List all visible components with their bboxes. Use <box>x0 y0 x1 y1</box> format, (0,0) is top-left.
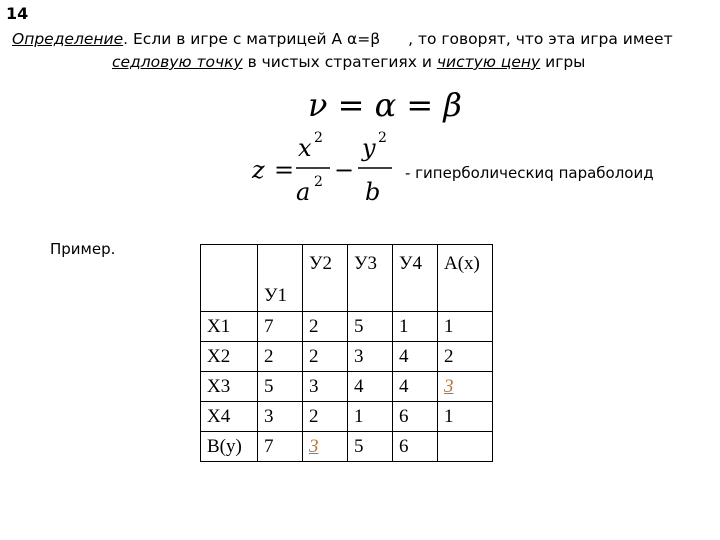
table-cell: 2 <box>258 342 303 372</box>
svg-text:=: = <box>274 156 295 184</box>
header-corner-cell <box>201 245 258 312</box>
table-cell: 1 <box>348 402 393 432</box>
table-cell: 3 <box>258 402 303 432</box>
payoff-matrix-table <box>200 244 493 462</box>
slide-number: 14 <box>6 4 29 23</box>
table-cell: 2 <box>303 402 348 432</box>
table-header-row <box>201 245 493 312</box>
hyperbolic-paraboloid-formula <box>250 128 400 210</box>
table-row <box>201 372 493 402</box>
row-min-cell-highlighted <box>438 372 493 402</box>
svg-text:2: 2 <box>314 174 323 190</box>
table-row <box>201 312 493 342</box>
row-label: Х4 <box>201 402 258 432</box>
svg-text:b: b <box>365 178 381 206</box>
table-cell: 4 <box>393 372 438 402</box>
row-min-cell: 1 <box>438 312 493 342</box>
svg-text:2: 2 <box>314 130 323 146</box>
definition-line-2 <box>112 53 585 71</box>
table-cell: 3 <box>348 342 393 372</box>
svg-text:z: z <box>252 156 265 184</box>
table-cell: 1 <box>393 312 438 342</box>
col-max-cell-highlighted <box>303 432 348 462</box>
maximin-value: 3 <box>444 375 454 397</box>
svg-text:y: y <box>362 134 376 162</box>
table-cell: 5 <box>348 312 393 342</box>
formula-caption: - гиперболическиq параболоид <box>405 164 654 182</box>
table-cell: 5 <box>258 372 303 402</box>
table-row <box>201 342 493 372</box>
table-row <box>201 402 493 432</box>
svg-text:x: x <box>298 134 312 162</box>
row-label: В(у) <box>201 432 258 462</box>
value-formula: ν = α = β <box>308 86 462 124</box>
row-min-cell: 1 <box>438 402 493 432</box>
z-formula-graphic <box>250 128 400 210</box>
minimax-value: 3 <box>309 435 319 457</box>
example-label: Пример. <box>50 240 116 258</box>
definition-text-d: игры <box>540 53 586 71</box>
table-cell: 2 <box>303 342 348 372</box>
saddle-point-term: седловую точку <box>112 53 243 71</box>
definition-line-1 <box>12 30 673 48</box>
table-cell: 4 <box>348 372 393 402</box>
header-a-x: А(х) <box>438 245 493 312</box>
empty-cell <box>438 432 493 462</box>
row-min-cell: 2 <box>438 342 493 372</box>
header-y3: У3 <box>348 245 393 312</box>
col-max-cell: 7 <box>258 432 303 462</box>
table-cell: 6 <box>393 402 438 432</box>
definition-text-a: . Если в игре с матрицей А α=β <box>123 30 381 48</box>
table-cell: 2 <box>303 312 348 342</box>
col-max-cell: 6 <box>393 432 438 462</box>
table-cell: 7 <box>258 312 303 342</box>
col-max-cell: 5 <box>348 432 393 462</box>
pure-value-term: чистую цену <box>436 53 541 71</box>
svg-text:2: 2 <box>378 130 387 146</box>
svg-text:−: − <box>334 156 355 184</box>
header-y2: У2 <box>303 245 348 312</box>
row-label: Х3 <box>201 372 258 402</box>
definition-term: Определение <box>12 30 124 48</box>
row-label: Х2 <box>201 342 258 372</box>
svg-text:a: a <box>296 178 311 206</box>
table-row-b <box>201 432 493 462</box>
row-label: Х1 <box>201 312 258 342</box>
definition-text-b: , то говорят, что эта игра имеет <box>408 30 673 48</box>
header-y4: У4 <box>393 245 438 312</box>
table-cell: 3 <box>303 372 348 402</box>
header-y1: У1 <box>258 245 303 312</box>
table-cell: 4 <box>393 342 438 372</box>
definition-text-c: в чистых стратегиях и <box>242 53 437 71</box>
